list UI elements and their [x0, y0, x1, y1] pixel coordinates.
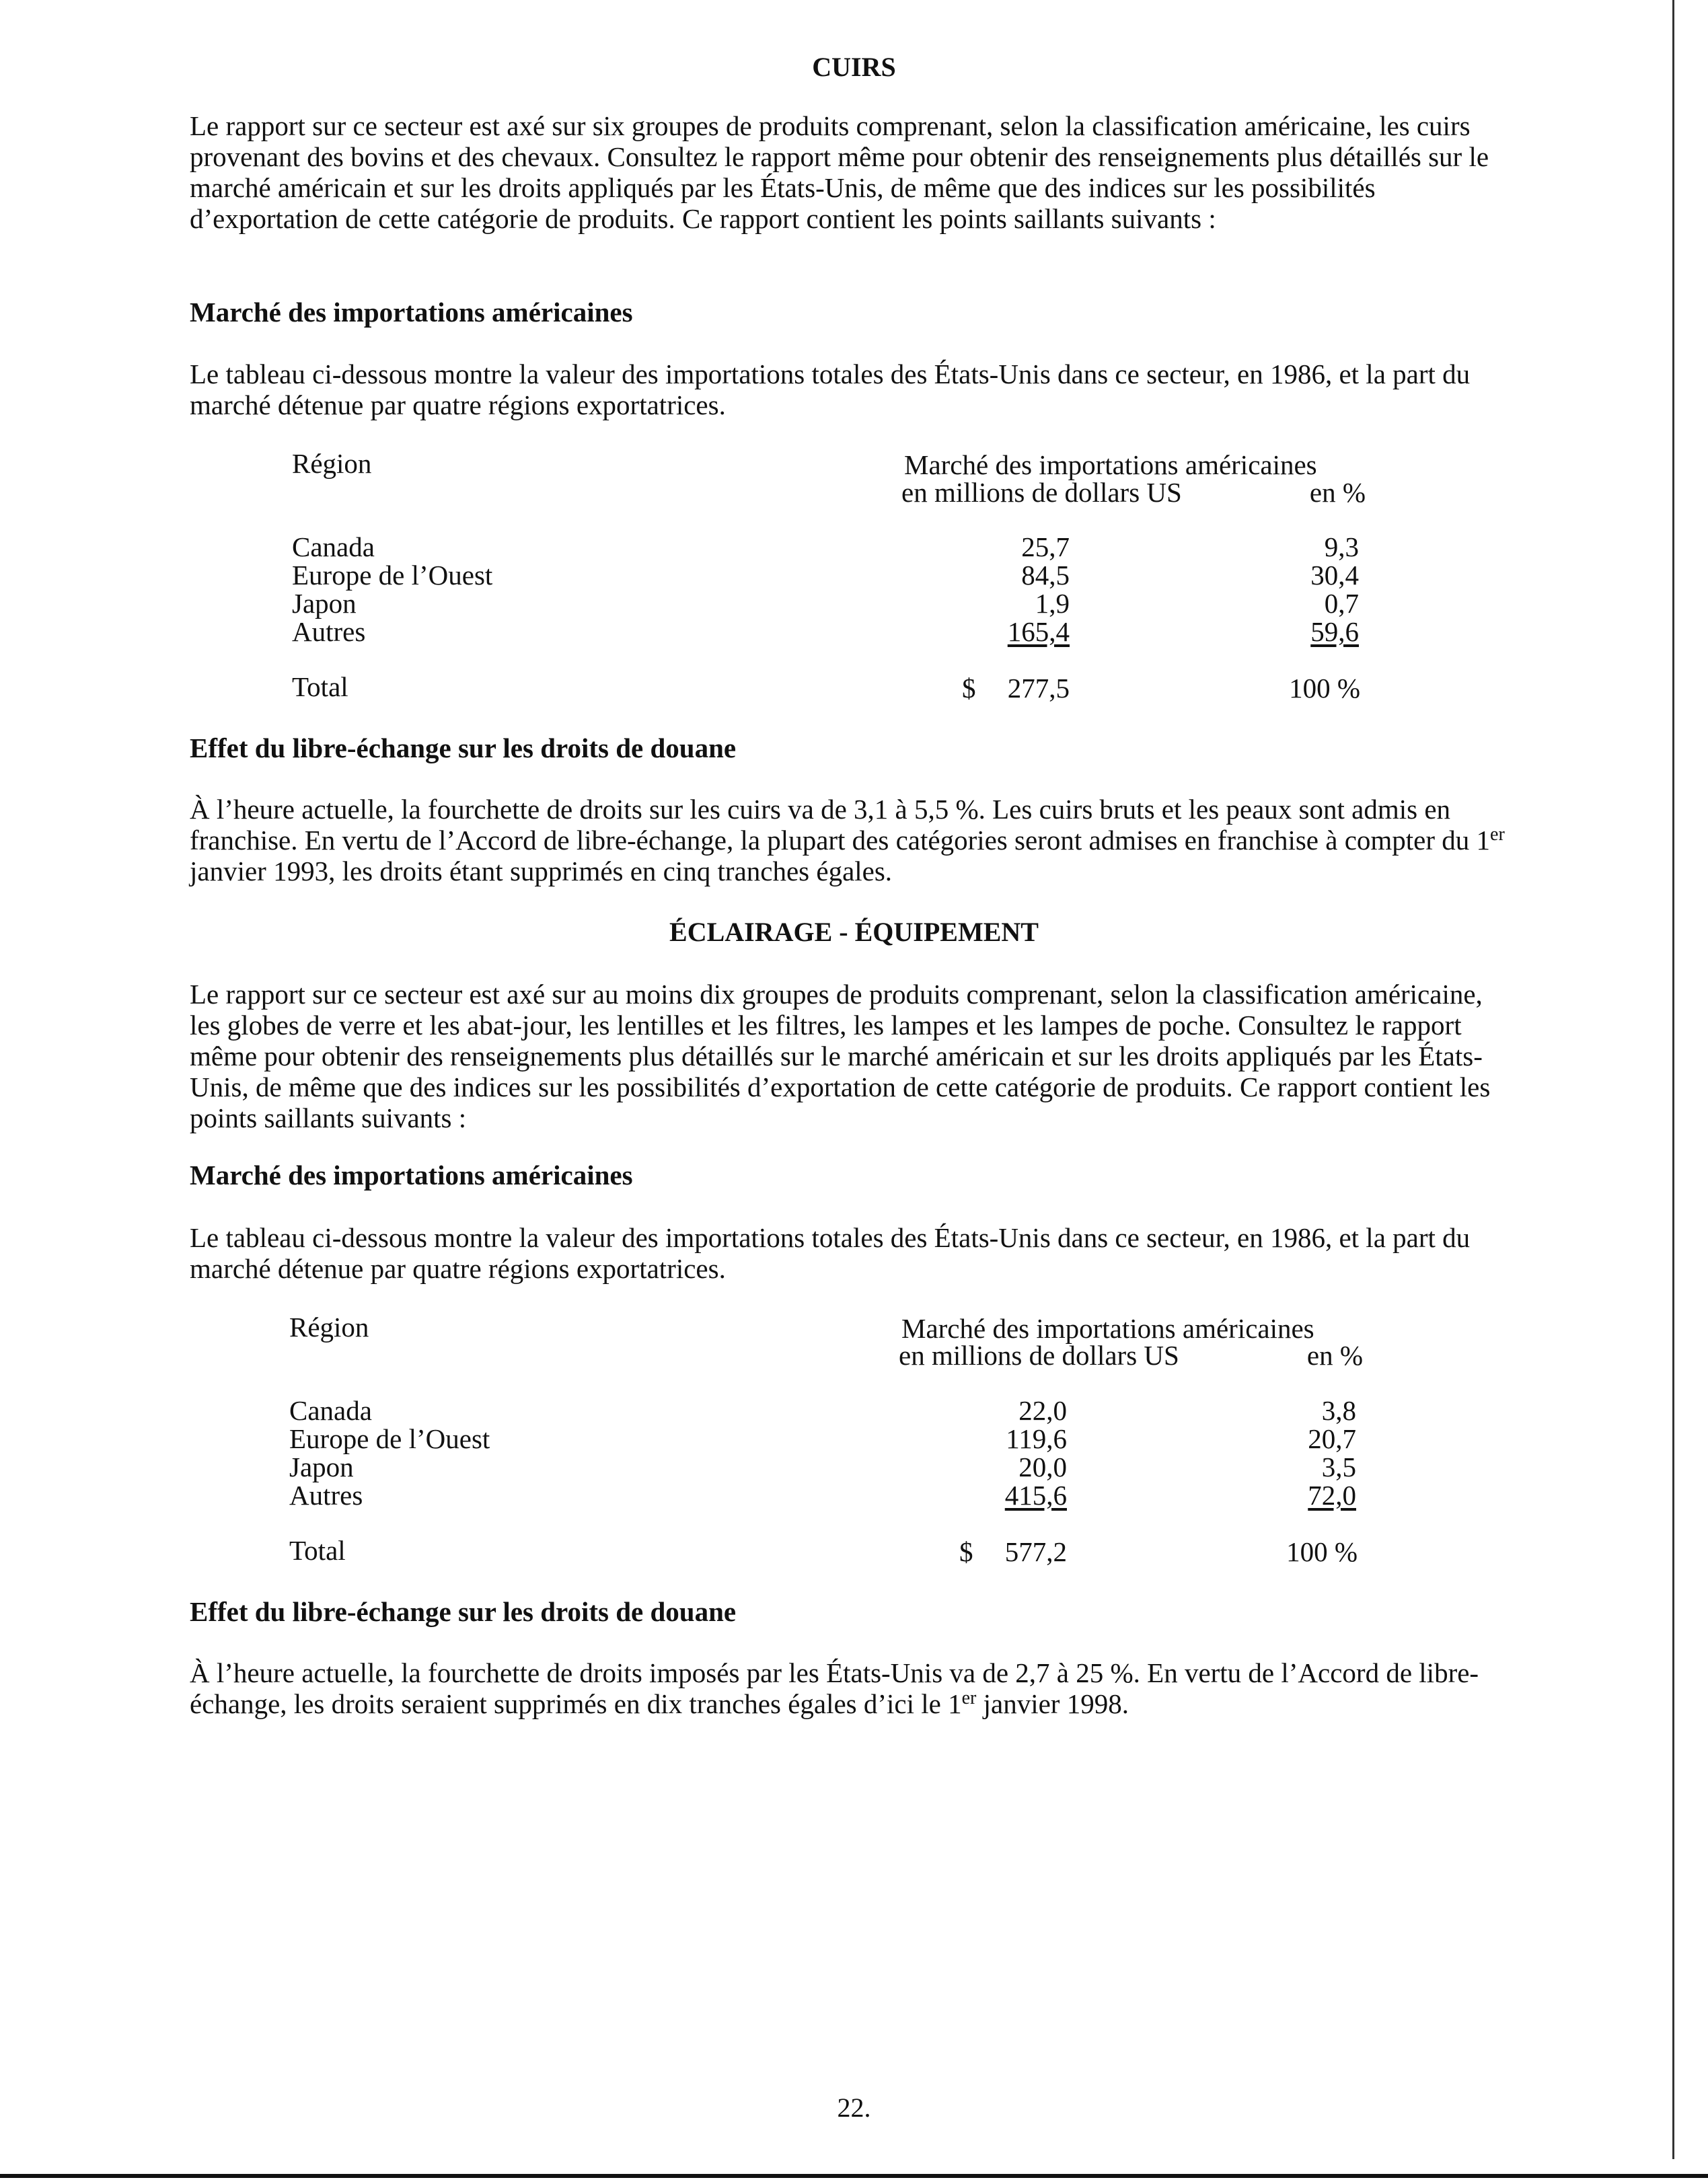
table-cell-region: Europe de l’Ouest — [292, 560, 493, 591]
intro-paragraph-cuirs: Le rapport sur ce secteur est axé sur six groupes de produits comprenant, selon la classification américaine, les cuirs provenant des bovins et des chevaux. Consultez le rapport même pour obtenir des renseignements plus détaillés sur le marché américain et sur les droits appliqués par les États-Unis, de même que des indices sur les possibilités d’exportation de cette catégorie de produits. Ce rapport contient les points saillants suivants : — [190, 110, 1489, 234]
table-cell-pct: 59,6 — [1310, 616, 1359, 647]
currency-symbol: $ — [962, 673, 976, 704]
table-cell-region: Autres — [292, 616, 366, 647]
table-cell-value: 415,6 — [1004, 1480, 1067, 1511]
table-cell-value: 25,7 — [1021, 531, 1070, 562]
section-title-cuirs: CUIRS — [812, 52, 896, 82]
col-header-group: Marché des importations américaines — [904, 449, 1317, 480]
col-header-value: en millions de dollars US — [899, 1340, 1179, 1371]
section-title-eclairage: ÉCLAIRAGE - ÉQUIPEMENT — [669, 917, 1039, 947]
page-number: 22. — [837, 2093, 871, 2123]
table-cell-pct: 3,8 — [1321, 1395, 1356, 1426]
table-cell-region: Autres — [289, 1480, 363, 1511]
table-cell-value: 165,4 — [1007, 616, 1070, 647]
table-cell-region: Japon — [289, 1452, 354, 1482]
table-cell-value: 22,0 — [1018, 1395, 1067, 1426]
market-heading-eclairage: Marché des importations américaines — [190, 1160, 633, 1191]
col-header-region: Région — [289, 1312, 369, 1343]
table-total-label: Total — [292, 671, 348, 702]
table-total-pct: 100 % — [1286, 1536, 1358, 1567]
table-cell-value: 84,5 — [1021, 560, 1070, 591]
effect-paragraph-eclairage: À l’heure actuelle, la fourchette de droits imposés par les États-Unis va de 2,7 à 25 %. En vertu de l’Accord de libre-échange, les droits seraient supprimés en dix tranches égales d’ici le 1er janvier 1998. — [190, 1657, 1479, 1719]
table-total-label: Total — [289, 1535, 346, 1566]
table-total-value: 277,5 — [1007, 673, 1070, 704]
table-cell-region: Europe de l’Ouest — [289, 1423, 490, 1454]
table-total-pct: 100 % — [1289, 673, 1360, 704]
effect-heading-cuirs: Effet du libre-échange sur les droits de douane — [190, 732, 737, 763]
table-cell-value: 119,6 — [1006, 1423, 1067, 1454]
table-cell-pct: 3,5 — [1321, 1452, 1356, 1482]
table-cell-pct: 72,0 — [1308, 1480, 1356, 1511]
market-text-eclairage: Le tableau ci-dessous montre la valeur des importations totales des États-Unis dans ce secteur, en 1986, et la part du marché détenue par quatre régions exportatrices. — [190, 1222, 1471, 1284]
intro-paragraph-eclairage: Le rapport sur ce secteur est axé sur au moins dix groupes de produits comprenant, selon la classification américaine, les globes de verre et les abat-jour, les lentilles et les filtres, les lampes et les lampes de poche. Consultez le rapport même pour obtenir des renseignements plus détaillés sur le marché américain et sur les droits appliqués par les États-Unis, de même que des indices sur les possibilités d’exportation de cette catégorie de produits. Ce rapport contient les points saillants suivants : — [190, 979, 1491, 1133]
col-header-value: en millions de dollars US — [901, 477, 1182, 508]
table-cell-region: Canada — [292, 531, 375, 562]
scan-edge-bottom — [0, 2174, 1708, 2178]
table-cell-region: Canada — [289, 1395, 372, 1426]
effect-heading-eclairage: Effet du libre-échange sur les droits de douane — [190, 1596, 737, 1627]
table-cell-pct: 20,7 — [1308, 1423, 1356, 1454]
col-header-pct: en % — [1306, 1340, 1363, 1371]
table-cell-value: 1,9 — [1035, 588, 1070, 619]
table-cell-pct: 0,7 — [1324, 588, 1359, 619]
scan-edge-right — [1672, 0, 1674, 2159]
market-text-cuirs: Le tableau ci-dessous montre la valeur des importations totales des États-Unis dans ce secteur, en 1986, et la part du marché détenue par quatre régions exportatrices. — [190, 359, 1471, 420]
currency-symbol: $ — [959, 1536, 973, 1567]
market-heading-cuirs: Marché des importations américaines — [190, 297, 633, 328]
table-cell-pct: 30,4 — [1310, 560, 1359, 591]
col-header-region: Région — [292, 448, 372, 479]
table-total-value: 577,2 — [1004, 1536, 1067, 1567]
col-header-group: Marché des importations américaines — [901, 1313, 1314, 1344]
table-cell-value: 20,0 — [1018, 1452, 1067, 1482]
table-cell-region: Japon — [292, 588, 357, 619]
col-header-pct: en % — [1309, 477, 1366, 508]
effect-paragraph-cuirs: À l’heure actuelle, la fourchette de droits sur les cuirs va de 3,1 à 5,5 %. Les cuirs bruts et les peaux sont admis en franchise. En vertu de l’Accord de libre-échange, la plupart des catégories seront admises en franchise à compter du 1er janvier 1993, les droits étant supprimés en cinq tranches égales. — [190, 794, 1505, 887]
table-cell-pct: 9,3 — [1324, 531, 1359, 562]
